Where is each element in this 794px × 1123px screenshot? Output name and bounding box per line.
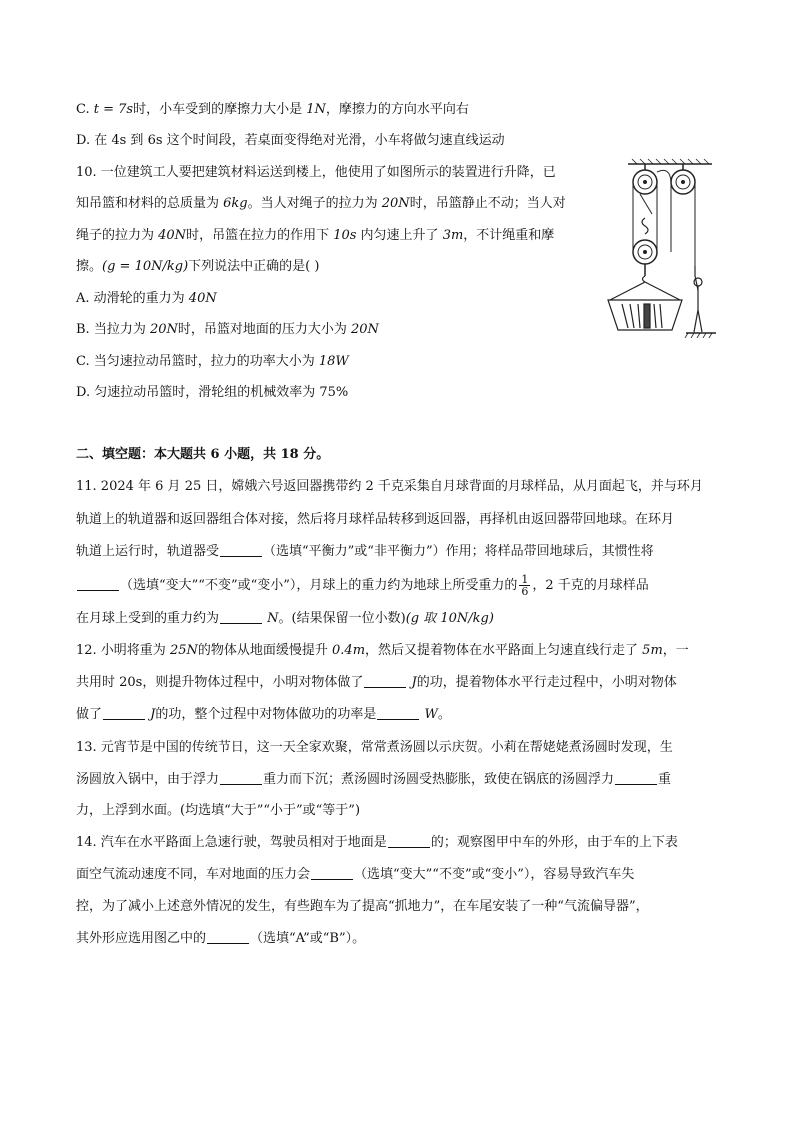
q14-line-4: 其外形应选用图乙中的 （选填“A”或“B”）。	[76, 931, 366, 946]
q10-stem-line-4: 擦。(g = 10N/kg)下列说法中正确的是( )	[76, 259, 320, 274]
hook	[642, 218, 648, 234]
q9-option-c: C. t = 7s时，小车受到的摩擦力大小是 1N，摩擦力的方向水平向右	[76, 102, 469, 117]
fixed-pulley-left	[633, 164, 657, 194]
q13-line-3: 力，上浮到水面。(均选填“大于”“小于”或“等于”)	[76, 803, 361, 818]
q11-blank-2[interactable]	[77, 576, 119, 591]
q13-blank-2[interactable]	[615, 770, 657, 785]
q10-stem-line-2: 知吊篮和材料的总质量为 6kg。当人对绳子的拉力为 20N时，吊篮静止不动；当人对	[76, 196, 566, 211]
q11-line-5: 在月球上受到的重力约为 N。(结果保留一位小数)(g 取 10N/kg)	[76, 611, 494, 626]
q12-line-3: 做了 J的功，整个过程中对物体做功的功率是 W。	[76, 707, 451, 722]
q11-blank-3[interactable]	[220, 609, 262, 624]
q10-stem-line-1: 10. 一位建筑工人要把建筑材料运送到楼上，他使用了如图所示的装置进行升降，已	[76, 165, 556, 180]
q14-blank-2[interactable]	[311, 865, 353, 880]
moving-pulley-left	[633, 240, 657, 264]
q14-line-2: 面空气流动速度不同，车对地面的压力会 （选填“变大”“不变”或“变小”），容易导致汽车失	[76, 867, 635, 882]
q10-option-c: C. 当匀速拉动吊篮时，拉力的功率大小为 18W	[76, 354, 349, 369]
q13-line-1: 13. 元宵节是中国的传统节日，这一天全家欢聚，常常煮汤圆以示庆贺。小莉在帮姥姥煮汤圆时发现，生	[76, 740, 673, 755]
q11-line-4: （选填“变大”“不变”或“变小”），月球上的重力约为地球上所受重力的 $\frac{1}{6}$ ，2 千克的月球样品	[76, 574, 649, 597]
q12-blank-1[interactable]	[364, 673, 406, 688]
q9-option-d: D. 在 4s 到 6s 这个时间段，若桌面变得绝对光滑，小车将做匀速直线运动	[76, 133, 505, 148]
fixed-pulley-right	[671, 164, 695, 194]
q10-option-a: A. 动滑轮的重力为 40N	[76, 291, 217, 306]
q10-stem-line-3: 绳子的拉力为 40N时，吊篮在拉力的作用下 10s 内匀速上升了 3m，不计绳重和摩	[76, 228, 555, 243]
q13-line-2: 汤圆放入锅中，由于浮力 重力而下沉；煮汤圆时汤圆受热膨胀，致使在锅底的汤圆浮力 重	[76, 772, 672, 787]
q12-blank-3[interactable]	[377, 705, 419, 720]
basket	[608, 282, 682, 330]
q10-option-d: D. 匀速拉动吊篮时，滑轮组的机械效率为 75%	[76, 385, 349, 400]
q14-line-1: 14. 汽车在水平路面上急速行驶，驾驶员相对于地面是 的；观察图甲中车的外形，由于车的上下表	[76, 835, 678, 850]
q11-line-2: 轨道上的轨道器和返回器组合体对接，然后将月球样品转移到返回器，再择机由返回器带回地球。在环月	[76, 512, 675, 527]
q11-line-1: 11. 2024 年 6 月 25 日，嫦娥六号返回器携带约 2 千克采集自月球背面的月球样品，从月面起飞，并与环月	[76, 479, 703, 494]
q10-option-b: B. 当拉力为 20N时，吊篮对地面的压力大小为 20N	[76, 322, 379, 337]
q12-line-2: 共用时 20s，则提升物体过程中，小明对物体做了 J的功，提着物体水平行走过程中，小明对物体	[76, 675, 677, 690]
q14-blank-3[interactable]	[207, 929, 249, 944]
q12-blank-2[interactable]	[103, 705, 145, 720]
q14-line-3: 控，为了减小上述意外情况的发生，有些跑车为了提高“抓地力”，在车尾安装了一种“气流偏导器”，	[76, 899, 649, 914]
fraction-one-sixth: $\frac{1}{6}$	[521, 573, 529, 598]
pulley-system-figure	[600, 158, 718, 338]
q12-line-1: 12. 小明将重为 25N的物体从地面缓慢提升 0.4m，然后又提着物体在水平路面上匀速直线行走了 5m，一	[76, 643, 689, 658]
section-title-fill-in: 二、填空题：本大题共 6 小题，共 18 分。	[76, 447, 330, 462]
q11-blank-1[interactable]	[220, 542, 262, 557]
q11-line-3: 轨道上运行时，轨道器受 （选填“平衡力”或“非平衡力”）作用；将样品带回地球后，其惯性将	[76, 544, 654, 559]
worker-figure	[694, 266, 702, 332]
q13-blank-1[interactable]	[220, 770, 262, 785]
q14-blank-1[interactable]	[388, 833, 430, 848]
